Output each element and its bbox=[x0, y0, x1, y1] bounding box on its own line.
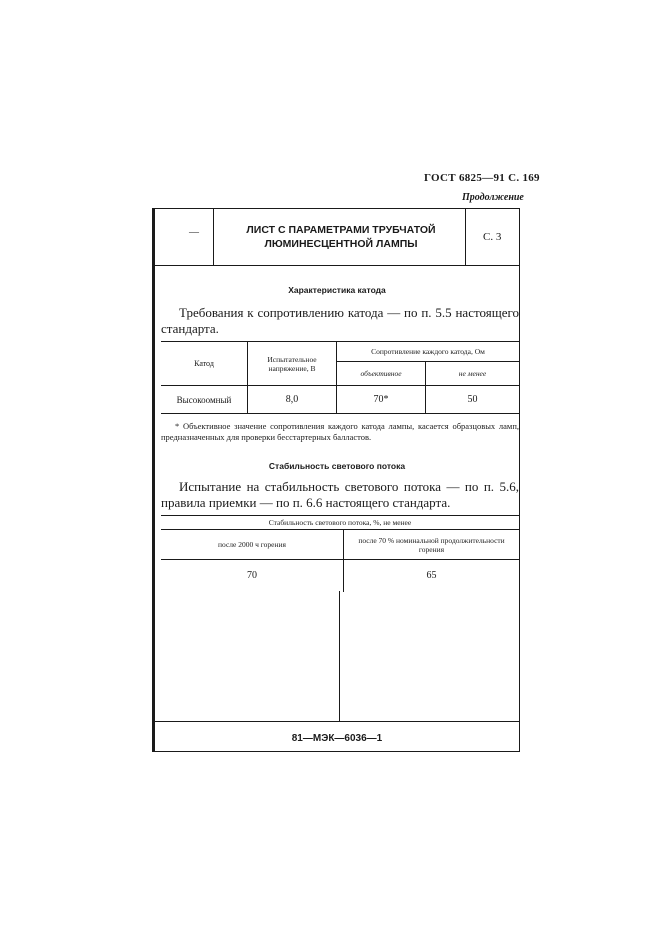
cathode-table bbox=[161, 341, 519, 414]
continuation-label: Продолжение bbox=[462, 192, 524, 203]
sheet-page-number: С. 3 bbox=[483, 231, 502, 243]
title-divider-left bbox=[213, 209, 214, 265]
col-2000h-header: после 2000 ч горения bbox=[161, 530, 344, 560]
flux-heading: Стабильность светового потока bbox=[268, 461, 406, 471]
parameter-sheet-frame bbox=[152, 208, 520, 752]
col-voltage-header: Испытательное напряжение, В bbox=[248, 342, 337, 386]
flux-table bbox=[161, 515, 519, 592]
cathode-text: Требования к сопротивлению катода — по п. 5.5 настоящего стандарта. bbox=[161, 305, 519, 336]
sheet-title bbox=[217, 223, 465, 251]
title-row-divider bbox=[155, 265, 519, 266]
footer-divider bbox=[155, 721, 519, 722]
val-2000h: 70 bbox=[161, 560, 344, 592]
col-70pct-header: после 70 % номинальной продолжительности горения bbox=[344, 530, 520, 560]
sheet-title-line1: ЛИСТ С ПАРАМЕТРАМИ ТРУБЧАТОЙ bbox=[246, 224, 436, 236]
row-cathode-value: Высокоомный bbox=[161, 386, 248, 414]
col-objective-header: объективное bbox=[337, 362, 426, 386]
cathode-heading: Характеристика катода bbox=[288, 285, 386, 295]
row-min-value: 50 bbox=[426, 386, 520, 414]
flux-text: Испытание на стабильность светового потока — по п. 5.6, правила приемки — по п. 6.6 настоящего стандарта. bbox=[161, 479, 519, 510]
sheet-dash: — bbox=[189, 227, 199, 238]
flux-column-divider bbox=[339, 591, 340, 721]
val-70pct: 65 bbox=[344, 560, 520, 592]
flux-table-header: Стабильность светового потока, %, не менее bbox=[161, 516, 519, 530]
cathode-footnote: * Объективное значение сопротивления каждого катода лампы, касается образцовых ламп, предназначенных для проверки бесстартерных балластов. bbox=[161, 421, 519, 442]
col-resistance-header: Сопротивление каждого катода, Ом bbox=[337, 342, 520, 362]
standard-reference: ГОСТ 6825—91 С. 169 bbox=[424, 172, 540, 184]
row-objective-value: 70* bbox=[337, 386, 426, 414]
footer-code: 81—МЭК—6036—1 bbox=[291, 733, 383, 744]
col-cathode-header: Катод bbox=[161, 342, 248, 386]
sheet-title-line2: ЛЮМИНЕСЦЕНТНОЙ ЛАМПЫ bbox=[264, 238, 418, 250]
row-voltage-value: 8,0 bbox=[248, 386, 337, 414]
title-divider-right bbox=[465, 209, 466, 265]
col-min-header: не менее bbox=[426, 362, 520, 386]
